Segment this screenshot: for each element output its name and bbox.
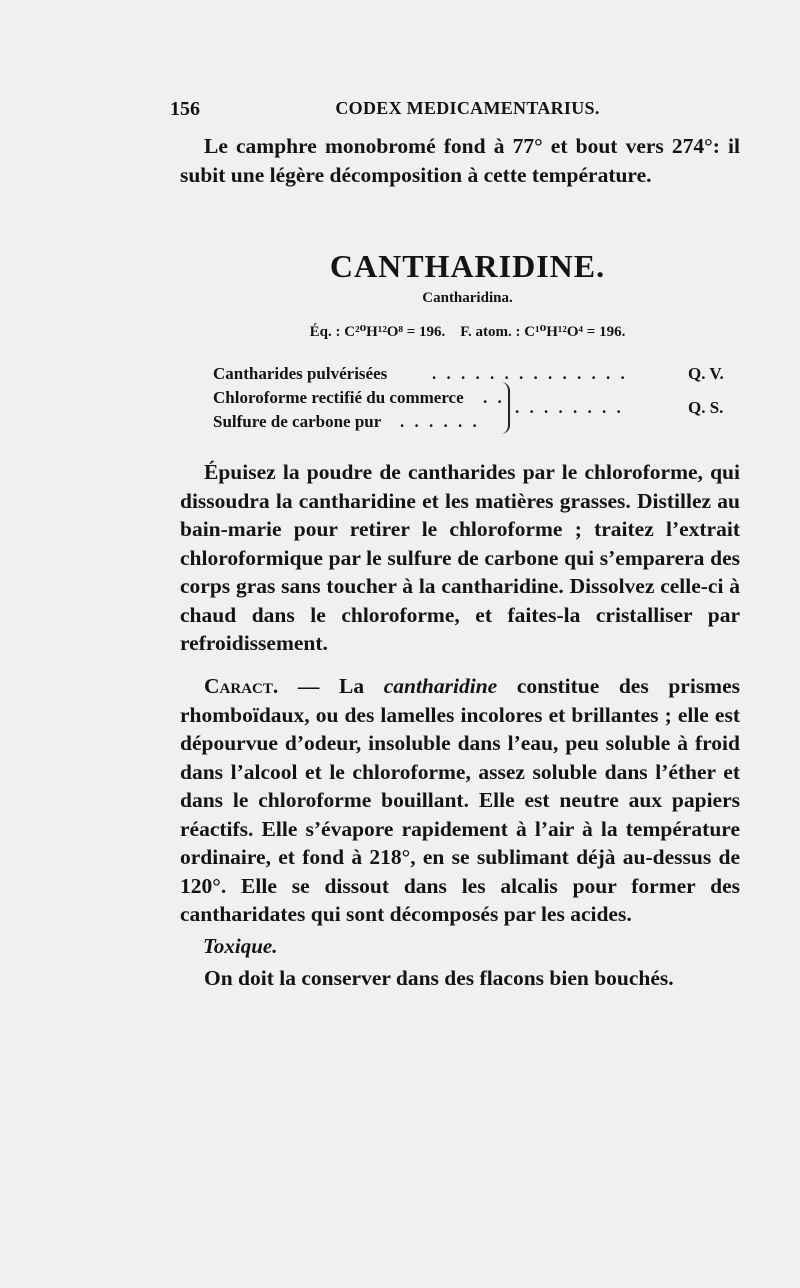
chemical-formula: Éq. : C²⁰H¹²O⁸ = 196. F. atom. : C¹⁰H¹²O⁴ = 196. xyxy=(309,324,626,340)
ingredient-name: Sulfure de carbone pur xyxy=(213,412,382,431)
leader-dots: . . . . . . . . xyxy=(515,398,624,417)
characteristics-paragraph xyxy=(180,672,740,929)
leader-dots: . . . . . . xyxy=(400,412,480,431)
caract-text: constitue des prismes rhomboïdaux, ou des lamelles incolores et brillantes ; elle est dépourvue d’odeur, insoluble dans l’eau, peu soluble à froid dans l’alcool et le chloroforme, assez soluble dans l’éther et dans le chloroforme bouillant. Elle est neutre aux papiers réactifs. Elle s’évapore rapidement à l’air à la température ordinaire, et fond à 218°, en se sublimant déjà au-dessus de 120°. Elle se dissout dans les alcalis pour former des cantharidates qui sont décomposés par les acides. xyxy=(180,674,740,926)
toxique-heading: Toxique. xyxy=(203,934,278,958)
ingredient-quantity: Q. V. xyxy=(688,364,724,383)
ingredient-quantity: Q. S. xyxy=(688,398,724,417)
caract-term: cantharidine xyxy=(383,674,498,698)
ingredient-name: Cantharides pulvérisées xyxy=(213,364,388,383)
method-paragraph: Épuisez la poudre de cantharides par le chloroforme, qui dissoudra la cantharidine et les matières grasses. Distillez au bain-marie pour retirer le chloroforme ; traitez l’extrait chloroformique par le sulfure de carbone qui s’emparera des corps gras sans toucher à la cantharidine. Dissolvez celle-ci à chaud dans le chloroforme, et faites-la cristalliser par refroidissement. xyxy=(180,460,740,655)
page-number: 156 xyxy=(170,98,200,120)
page-header xyxy=(170,98,765,128)
leader-dots: . . xyxy=(483,388,505,407)
grouping-brace xyxy=(500,382,510,434)
ingredient-name: Chloroforme rectifié du commerce xyxy=(213,388,464,407)
caract-label: Caract. xyxy=(204,674,279,698)
section-title: CANTHARIDINE. xyxy=(329,248,606,284)
leader-dots: . . . . . . . . . . . . . . xyxy=(432,364,628,383)
latin-name: Cantharidina. xyxy=(422,290,513,306)
running-title: CODEX MEDICAMENTARIUS. xyxy=(335,98,600,118)
caract-dash: — La xyxy=(278,674,384,698)
intro-paragraph: Le camphre monobromé fond à 77° et bout vers 274°: il subit une légère décomposition à cette température. xyxy=(180,134,740,187)
storage-paragraph: On doit la conserver dans des flacons bien bouchés. xyxy=(204,966,674,990)
